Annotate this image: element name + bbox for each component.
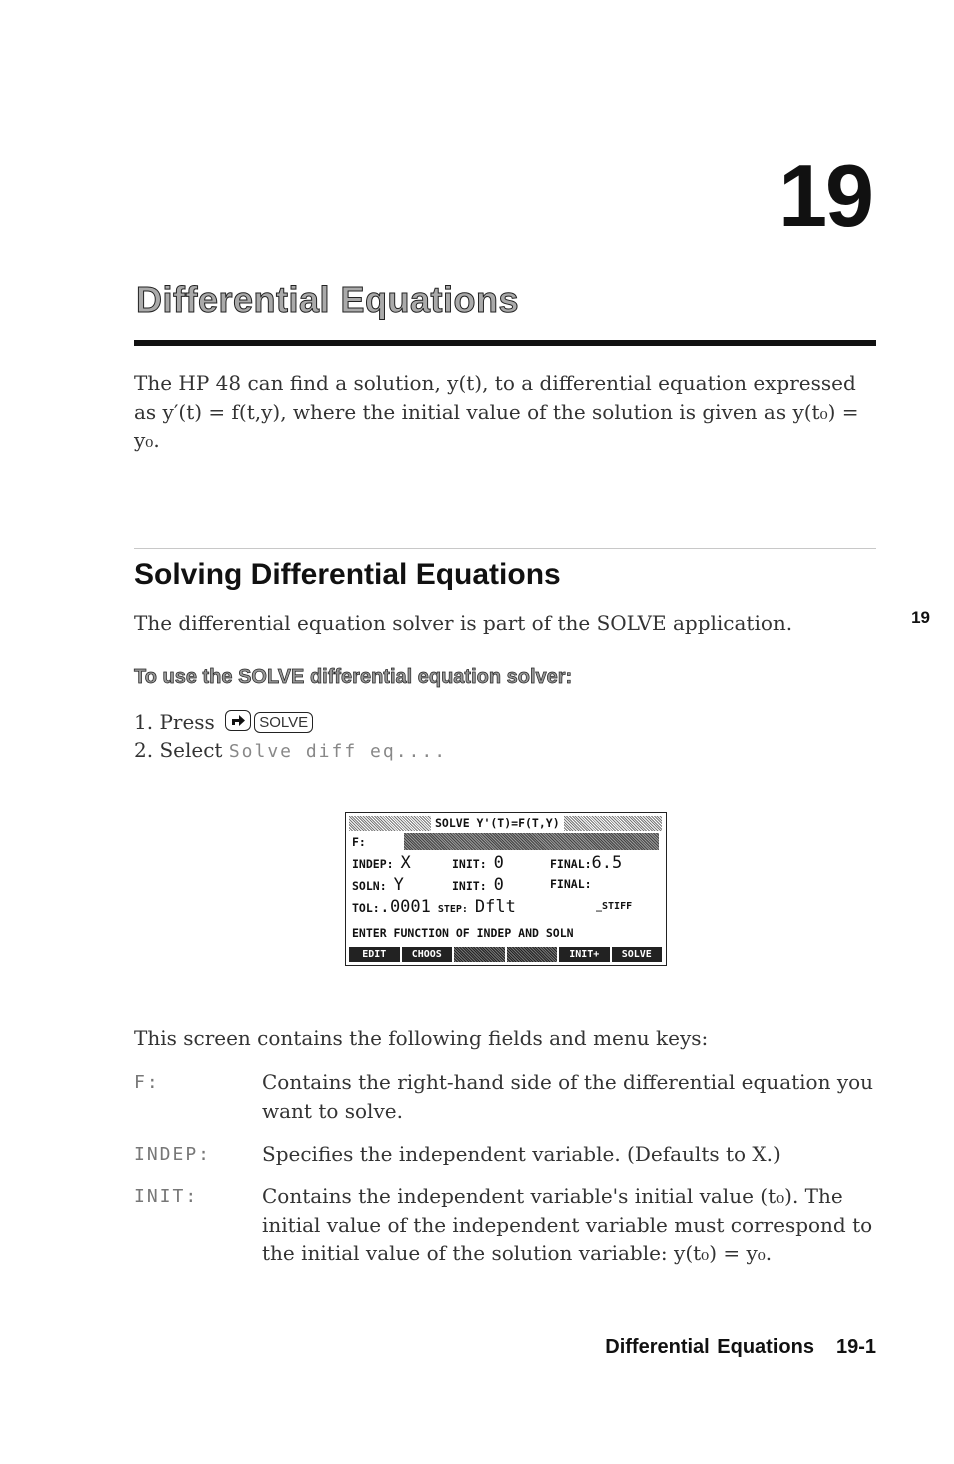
footer-page-number: 19-1 (835, 1336, 876, 1358)
chapter-side-tab: 19 (911, 608, 930, 627)
soln-init-label: INIT: (452, 879, 487, 893)
menu-key-init: INIT+ (559, 947, 610, 962)
screen-row-indep-final (550, 853, 622, 873)
right-shift-key (225, 710, 251, 731)
step-2-text: 2. Select (134, 738, 223, 762)
screen-menu-keys (349, 947, 662, 962)
field-term-init: INIT: (134, 1186, 199, 1207)
field-desc-init: Contains the independent variable's initial value (t₀). The initial value of the independent variable must correspond to the initial value of the solution variable: y(t₀) = y₀. (262, 1184, 873, 1265)
field-term-f: F: (134, 1072, 160, 1093)
procedure-heading: To use the SOLVE differential equation solver: (134, 666, 573, 688)
chapter-title: Differential Equations (136, 279, 520, 320)
menu-key-solve: SOLVE (612, 947, 663, 962)
menu-key-choos: CHOOS (402, 947, 453, 962)
indep-init-label: INIT: (452, 857, 487, 871)
soln-value: Y (393, 875, 404, 895)
tol-label: TOL: (352, 901, 380, 915)
intro-paragraph: The HP 48 can find a solution, y(t), to a differential equation expressed as y′(t) = f(t,y), where the initial value of the solution is given as y(t₀) = y₀. (134, 371, 859, 452)
step-2 (134, 736, 447, 767)
indep-final-value: 6.5 (591, 853, 623, 873)
step-label: STEP: (437, 904, 468, 915)
menu-key-edit: EDIT (349, 947, 400, 962)
menu-key-blank-2 (507, 947, 558, 962)
indep-label: INDEP: (352, 857, 394, 871)
field-desc-f: Contains the right-hand side of the differential equation you want to solve. (262, 1070, 874, 1123)
indep-value: X (400, 853, 411, 873)
footer-title: Differential Equations (605, 1336, 814, 1358)
chapter-rule (134, 340, 876, 346)
menu-key-blank-1 (454, 947, 505, 962)
screen-prompt: ENTER FUNCTION OF INDEP AND SOLN (352, 926, 574, 940)
soln-init-value: 0 (493, 875, 504, 895)
solve-diff-eq-menu-item: Solve diff eq.... (228, 741, 448, 762)
section-divider (134, 548, 876, 549)
field-term-indep: INDEP: (134, 1144, 212, 1165)
tol-value: .0001 (379, 897, 431, 917)
f-field-highlight (404, 833, 659, 850)
screen-row-indep-init (452, 853, 504, 873)
field-desc-indep: Specifies the independent variable. (Defaults to X.) (262, 1142, 781, 1166)
step-1-text: 1. Press (134, 710, 215, 734)
step-1 (134, 708, 313, 737)
section-lead: The differential equation solver is part of the SOLVE application. (134, 611, 793, 635)
fields-intro: This screen contains the following fields and menu keys: (134, 1026, 709, 1050)
section-title: Solving Differential Equations (134, 558, 561, 591)
screen-row-soln (352, 875, 404, 895)
screen-row-soln-init (452, 875, 504, 895)
screen-header: SOLVE Y'(T)=F(T,Y) (431, 816, 564, 831)
calculator-screen (345, 812, 667, 966)
page-footer (605, 1336, 876, 1359)
screen-row-indep (352, 853, 411, 873)
solve-key: SOLVE (254, 712, 313, 733)
step-value: Dflt (474, 897, 516, 917)
soln-final-label: FINAL: (550, 877, 592, 891)
stiff-checkbox-label: _STIFF (596, 901, 633, 912)
f-field-label: F: (352, 835, 366, 849)
indep-final-label: FINAL: (550, 857, 592, 871)
right-shift-arrow-icon (229, 713, 247, 728)
screen-row-tol (352, 897, 516, 917)
chapter-number: 19 (778, 146, 872, 245)
soln-label: SOLN: (352, 879, 387, 893)
indep-init-value: 0 (493, 853, 504, 873)
